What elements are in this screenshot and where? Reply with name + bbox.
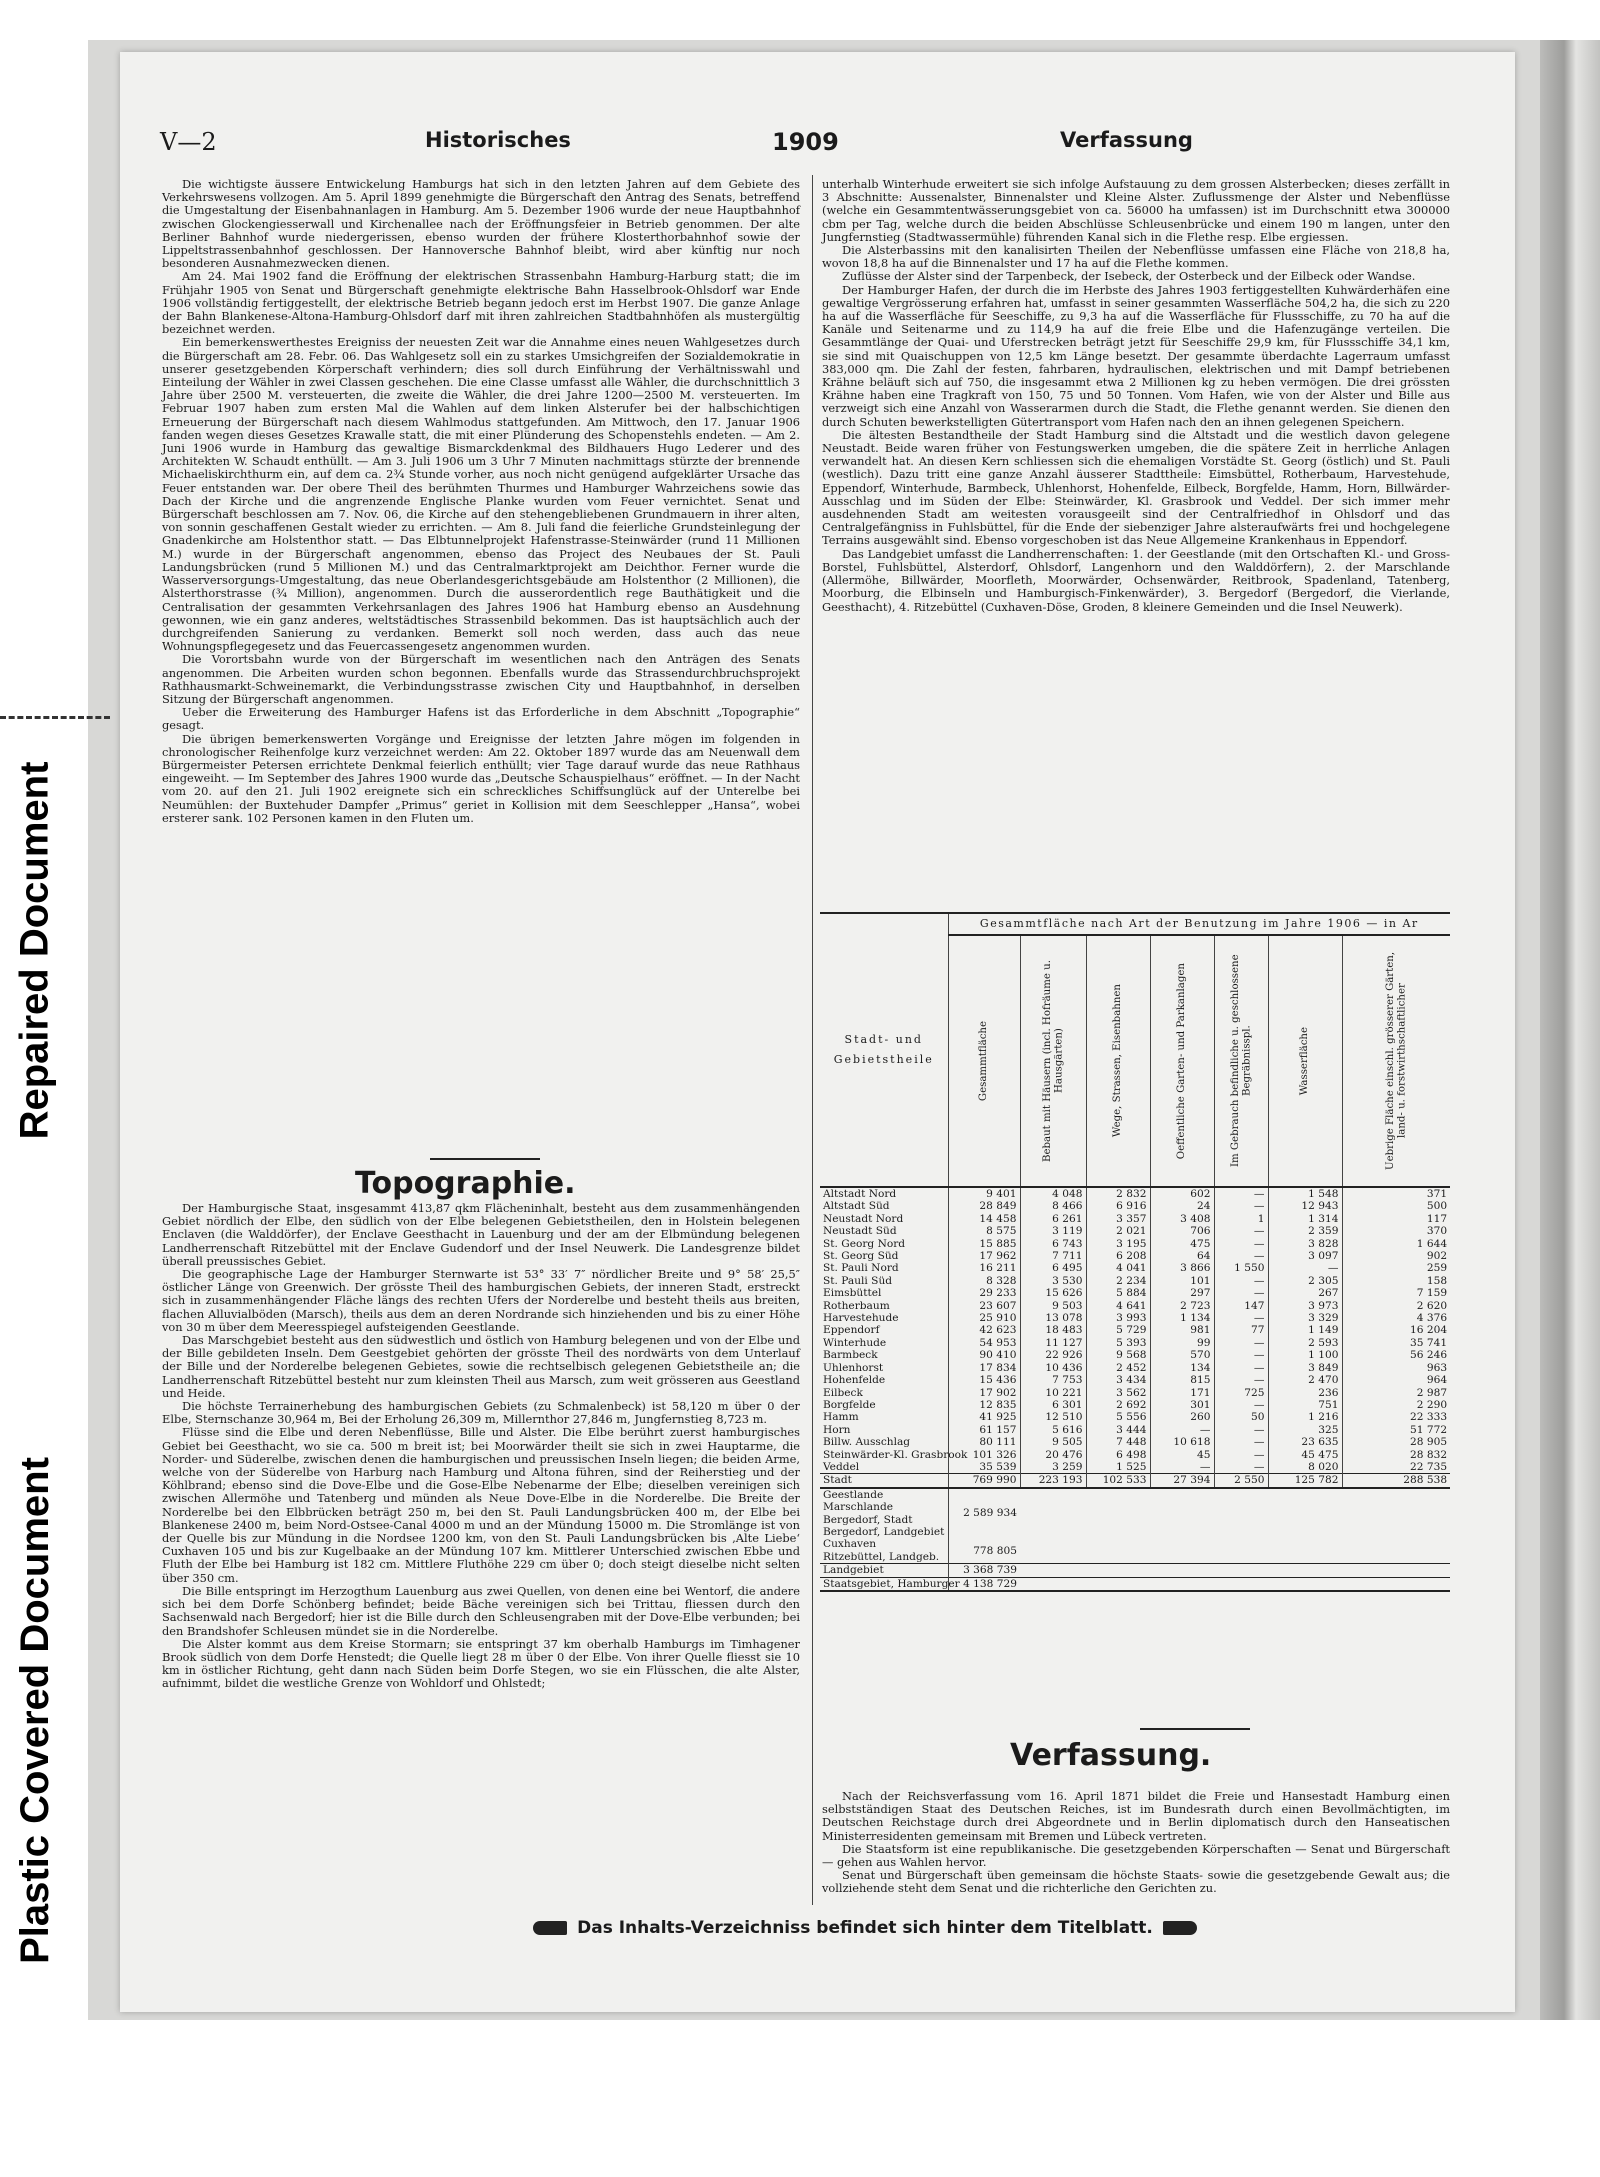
table-cell: 260 [1150,1411,1214,1423]
table-cell: 1 550 [1214,1262,1268,1274]
paragraph: unterhalb Winterhude erweitert sie sich infolge Aufstauung zu dem grossen Alsterbecken; dieses zerfällt in 3 Abschnitte: Aussenalster, Binnenalster und Kleine Alster. Zuflussmenge der Alster und Nebenflüsse (welche ein Gesammtentwässerungsgebiet von ca. 56000 ha umfassen) ist im Durchschnitt etwa 300000 cbm per Tag, welche durch die beiden Abschlüsse Schleusenbrücke und einem 190 m langen, unter den Jungfernstieg (Stadtwassermühle) führenden Kanal sich in die Flethe resp. Elbe ergiessen. [822,177,1450,244]
table-row [820,1275,1450,1287]
table-cell: Geestlande Marschlande Bergedorf, Stadt Bergedorf, Landgebiet [820,1488,948,1539]
repaired-document-label: Repaired Document [12,761,57,1139]
table-cell: Eilbeck [823,1386,863,1399]
table-cell: 14 458 [948,1213,1020,1225]
page-number: V—2 [160,128,217,156]
table-cell: — [1214,1461,1268,1474]
table-cell: 3 097 [1268,1250,1342,1262]
table-cell: 22 333 [1342,1411,1450,1423]
table-cell: 706 [1150,1225,1214,1237]
table-cell: 371 [1342,1187,1450,1200]
table-cell: 29 233 [948,1287,1020,1299]
table-cell: 147 [1214,1300,1268,1312]
table-cell: 101 [1150,1275,1214,1287]
table-cell: 54 953 [948,1337,1020,1349]
table-row [820,1187,1450,1200]
historisches-text [162,178,800,1178]
table-cell: 8 328 [948,1275,1020,1287]
table-cell: 24 [1150,1200,1214,1212]
table-cell: 12 835 [948,1399,1020,1411]
column-header: Im Gebrauch befindliche u. geschlossene Begräbnisspl. [1214,935,1268,1187]
table-cell: — [1214,1250,1268,1262]
table-cell: 3 368 739 [948,1564,1020,1577]
table-cell: 7 711 [1020,1250,1086,1262]
table-cell: 902 [1342,1250,1450,1262]
table-cell: 3 866 [1150,1262,1214,1274]
table-cell: — [1214,1399,1268,1411]
table-cell: 23 607 [948,1300,1020,1312]
table-row [820,1387,1450,1399]
table-cell: 27 394 [1150,1474,1214,1488]
table-cell: 18 483 [1020,1324,1086,1336]
table-cell: 20 476 [1020,1449,1086,1461]
header-section-left: Historisches [425,128,571,152]
table-cell: 15 436 [948,1374,1020,1386]
table-cell: 90 410 [948,1349,1020,1361]
table-cell: 1 314 [1268,1213,1342,1225]
table-cell: 3 119 [1020,1225,1086,1237]
table-cell: 3 195 [1086,1238,1150,1250]
paragraph: Die übrigen bemerkenswerten Vorgänge und Ereignisse der letzten Jahre mögen im folgenden in chronologischer Reihenfolge kurz verzeichnet werden: Am 22. Oktober 1897 wurde das am Neuenwall dem Bürgermeister Petersen errichtete Denkmal feierlich enthüllt; vier Tage darauf wurde das neue Rathhaus eingeweiht. — Im September des Jahres 1900 wurde das „Deutsche Schauspielhaus“ eröffnet. — In der Nacht vom 20. auf den 21. Juli 1902 ereignete sich ein schreckliches Schiffsunglück auf der Unterelbe bei Neumühlen: der Buxtehuder Dampfer „Primus“ geriet in Kollision mit dem Seeschlepper „Hansa“, wobei ersterer sank. 102 Personen kamen in den Fluten um. [162,731,800,825]
table-cell: 267 [1268,1287,1342,1299]
table-cell: 1 [1214,1213,1268,1225]
table-cell: 158 [1342,1275,1450,1287]
table-cell: — [1150,1424,1214,1436]
table-cell: 1 644 [1342,1238,1450,1250]
section-rule [1140,1728,1250,1730]
table-cell: 41 925 [948,1411,1020,1423]
table-cell: 17 834 [948,1362,1020,1374]
table-cell: — [1214,1449,1268,1461]
table-cell: 475 [1150,1238,1214,1250]
paragraph: Am 24. Mai 1902 fand die Eröffnung der elektrischen Strassenbahn Hamburg-Harburg statt; die im Frühjahr 1905 von Senat und Bürgerschaft genehmigte elektrische Bahn Hasselbrook-Ohlsdorf war Ende 1906 vollständig fertiggestellt, der elektrische Betrieb begann jedoch erst im Herbst 1907. Die ganze Anlage der Bahn Blankenese-Altona-Hamburg-Ohlsdorf darf mit ihren zahlreichen Stadtbahnhöfen als mustergültig bezeichnet werden. [162,269,800,337]
table-cell: 2 470 [1268,1374,1342,1386]
table-cell: 28 849 [948,1200,1020,1212]
paragraph: Der Hamburgische Staat, insgesammt 413,87 qkm Flächeninhalt, besteht aus dem zusammenhängenden Gebiet nördlich der Elbe, den südlich von der Elbe belegenen Gebietstheilen, den in Holstein belegenen Enclaven (die Walddörfer), der Enclave Geesthacht in Lauenburg und der am der Elbmündung belegenen Landherrenschaft Ritzebüttel mit der Enclave Gudendorf und der Insel Neuwerk. Die Landesgrenze bildet überall preussisches Gebiet. [162,1201,800,1268]
table-cell: Barmbeck [823,1349,878,1362]
table-cell: 2 620 [1342,1300,1450,1312]
column-divider [812,175,813,1905]
table-cell: 2 692 [1086,1399,1150,1411]
table-row [820,1436,1450,1448]
table-cell: 2 359 [1268,1225,1342,1237]
table-cell: 9 505 [1020,1436,1086,1448]
table-cell: 9 503 [1020,1300,1086,1312]
table-cell: 6 495 [1020,1262,1086,1274]
table-row [820,1250,1450,1262]
table-row [820,1362,1450,1374]
table-cell: 7 159 [1342,1287,1450,1299]
table-cell: 10 436 [1020,1362,1086,1374]
table-cell: 35 741 [1342,1337,1450,1349]
table-cell: 99 [1150,1337,1214,1349]
paragraph: Die Bille entspringt im Herzogthum Lauenburg aus zwei Quellen, von denen eine bei Wentorf, die andere sich bei dem Dorfe Schönberg befindet; beide Bäche vereinigen sich bei Trittau, fliessen durch den Sachsenwald nach Bergedorf; hier ist die Bille durch den Schleusengraben mit der Dove-Elbe verbunden; bei den Brandshofer Schleusen mündet sie in die Norderelbe. [162,1583,800,1638]
table-cell: 301 [1150,1399,1214,1411]
topographie-continued-text [822,178,1450,896]
table-cell: 2 452 [1086,1362,1150,1374]
table-cell: 1 525 [1086,1461,1150,1474]
table-cell: 6 916 [1086,1200,1150,1212]
header-year: 1909 [772,128,839,156]
pointing-hand-icon [533,1921,567,1935]
table-cell: 6 301 [1020,1399,1086,1411]
paragraph: Die höchste Terrainerhebung des hamburgischen Gebiets (zu Schmalenbeck) ist 58,120 m über 0 der Elbe, Sternschanze 30,964 m, Bei der Erholung 26,309 m, Millernthor 27,846 m, Jungfernstieg 8,723 m. [162,1399,800,1427]
table-cell: 4 138 729 [948,1577,1020,1590]
table-cell: Uhlenhorst [823,1361,884,1374]
table-cell: 2 021 [1086,1225,1150,1237]
table-cell: Altstadt Süd [823,1200,890,1213]
table-cell: 50 [1214,1411,1268,1423]
section-rule [430,1158,540,1160]
table-row [820,1213,1450,1225]
paragraph: Die Alster kommt aus dem Kreise Stormarn; sie entspringt 37 km oberhalb Hamburgs im Timhagener Brook südlich von dem Dorfe Henstedt; die Quelle liegt 28 m über 0 der Elbe. Von ihrer Quelle fliesst sie 10 km in östlicher Richtung, geht dann nach Süden beim Dorfe Stegen, wo sie ein Flüsschen, die alte Alster, aufnimmt, bildet die westliche Grenze von Wohldorf und Ohlstedt; [162,1636,800,1691]
table-row [820,1337,1450,1349]
table-row [820,1225,1450,1237]
table-cell: 125 782 [1268,1474,1342,1488]
table-cell: 35 539 [948,1461,1020,1474]
table-cell: 8 575 [948,1225,1020,1237]
paragraph: Zuflüsse der Alster sind der Tarpenbeck, der Isebeck, der Osterbeck und der Eilbeck oder Wandse. [842,269,1416,284]
table-cell: 4 641 [1086,1300,1150,1312]
column-header: Gesammtfläche [948,935,1020,1187]
table-cell: 325 [1268,1424,1342,1436]
table-cell: — [1150,1461,1214,1474]
staatsgebiet-row [820,1577,1450,1590]
table-cell: 725 [1214,1387,1268,1399]
table-cell: Cuxhaven Ritzebüttel, Landgeb. [823,1538,940,1563]
paragraph: Die geographische Lage der Hamburger Sternwarte ist 53° 33′ 7″ nördlicher Breite und 9° 58′ 25,5″ östlicher Länge von Greenwich. Der grösste Theil des hamburgischen Gebiets, der inneren Stadt, erstreckt sich in zusammenhängender Fläche längs des rechten Ufers der Norderelbe und besteht theils aus breiten, flachen Alluvialböden (Marsch), theils aus dem an deren Nordrande sich hinziehenden und bis zu einer Höhe von 30 m über dem Meeresspiegel aufsteigenden Geestlande. [162,1267,800,1334]
table-cell: 12 510 [1020,1411,1086,1423]
table-cell: — [1268,1262,1342,1274]
topographie-text [162,1202,800,1904]
table-cell: 2 593 [1268,1337,1342,1349]
table-cell: Veddel [823,1460,860,1473]
paragraph: Das Marschgebiet besteht aus den südwestlich und östlich von Hamburg belegenen und von der Elbe und der Bille gebildeten Inseln. Dem Geestgebiet gehörten der grösste Theil des nordwärts von dem Unterlauf der Bille und der Norderelbe belegenen Gebietes, sowie die rechtselbisch gelegenen Gebietstheile an; die Landherrenschaft Ritzebüttel besteht nur zum kleinsten Theil aus Marsch, zum weit grösseren aus Geestland und Heide. [162,1333,800,1400]
table-cell: 8 466 [1020,1200,1086,1212]
table-row [820,1324,1450,1336]
table-row [820,1461,1450,1474]
table-cell: 5 393 [1086,1337,1150,1349]
table-cell: 4 048 [1020,1187,1086,1200]
table-cell: Hamm [823,1411,859,1424]
table-cell: 12 943 [1268,1200,1342,1212]
land-group-row [820,1538,1450,1563]
table-cell: 1 548 [1268,1187,1342,1200]
table-row [820,1300,1450,1312]
table-cell: 963 [1342,1362,1450,1374]
table-row [820,1287,1450,1299]
table-cell: Steinwärder-Kl. Grasbrook [823,1448,968,1461]
paragraph: Ueber die Erweiterung des Hamburger Hafens ist das Erforderliche in dem Abschnitt „Topographie“ gesagt. [162,705,800,733]
table-cell: 570 [1150,1349,1214,1361]
page-edge-shadow [1540,40,1600,2020]
table-cell: 2 589 934 [948,1488,1020,1539]
table-cell: Hohenfelde [823,1374,886,1387]
paragraph: Das Landgebiet umfasst die Landherrenschaften: 1. der Geestlande (mit den Ortschaften Kl.- und Gross-Borstel, Fuhlsbüttel, Alsterdorf, Ohlsdorf, Langenhorn und den Walddörfern), 2. der Marschlande (Allermöhe, Billwärder, Moorfleth, Moorwärder, Ochsenwärder, Reitbrook, Spadenland, Tatenberg, Moorburg, die Elbinseln und Hamburgisch-Finkenwärder), 3. Bergedorf (Bergedorf, die Vierlande, Geesthacht), 4. Ritzebüttel (Cuxhaven-Döse, Groden, 8 kleinere Gemeinden und die Insel Neuwerk). [822,546,1450,614]
table-cell: 42 623 [948,1324,1020,1336]
table-cell: 3 357 [1086,1213,1150,1225]
table-cell: 2 305 [1268,1275,1342,1287]
verfassung-text [822,1790,1450,1902]
table-cell: 1 216 [1268,1411,1342,1423]
table-cell: 102 533 [1086,1474,1150,1488]
table-cell: — [1214,1436,1268,1448]
table-cell: 77 [1214,1324,1268,1336]
table-cell: 4 376 [1342,1312,1450,1324]
table-cell: 15 885 [948,1238,1020,1250]
dashed-divider [0,716,110,719]
paragraph: Die Staatsform ist eine republikanische. Die gesetzgebenden Körperschaften — Senat und Bürgerschaft — gehen aus Wahlen hervor. [822,1841,1450,1870]
table-cell: 2 234 [1086,1275,1150,1287]
table-cell: 10 221 [1020,1387,1086,1399]
table-cell: 3 993 [1086,1312,1150,1324]
table-cell: — [1214,1238,1268,1250]
table-row [820,1262,1450,1274]
table-cell: — [1214,1287,1268,1299]
total-row [820,1474,1450,1488]
table-row [820,1399,1450,1411]
table-cell: 769 990 [948,1474,1020,1488]
paragraph: Flüsse sind die Elbe und deren Nebenflüsse, Bille und Alster. Die Elbe berührt zuerst hamburgisches Gebiet bei Geesthacht, wo sie ca. 500 m breit ist; bei Moorwärder theilt sie sich in zwei Hauptarme, die Norder- und Süderelbe, zwischen denen die hamburgischen und preussischen Inseln liegen; die beiden Arme, welche von der Süderelbe von Harburg nach Hamburg und Altona führen, sind der Reiherstieg und der Köhlbrand; ebenso sind die Dove-Elbe und die Gose-Elbe Nebenarme der Elbe; dieselben vereinigen sich zwischen Allermöhe und Tatenberg und münden als Neue Dove-Elbe in die Norderelbe. Die Breite der Norderelbe bei den Elbbrücken beträgt 250 m, bei den St. Pauli Landungsbrücken 400 m, der Elbe bei Blankenese 2400 m, beim Nord-Ostsee-Canal 4000 m und an der Mündung 15000 m. Die Stromlänge ist von der Quelle bis zur Mündung in die Nordsee 1200 km, von den St. Pauli Landungsbrücken bis ‚Alte Liebe‘ Cuxhaven 105 und bis zur Kugelbaake an der Mündung 107 km. Mittlerer Unterschied zwischen Ebbe und Fluth der Elbe bei Hamburg ist 182 cm. Mittlere Fluthöhe 229 cm über 0; doch steigt dieselbe nicht selten über 350 cm. [162,1425,800,1585]
table-row [820,1449,1450,1461]
table-cell: 134 [1150,1362,1214,1374]
table-cell: Landgebiet [820,1564,948,1577]
table-cell: 22 735 [1342,1461,1450,1474]
page-header [160,128,1490,162]
table-cell: 751 [1268,1399,1342,1411]
table-cell: 5 884 [1086,1287,1150,1299]
table-cell: 28 832 [1342,1449,1450,1461]
column-header: Uebrige Fläche einschl. grösserer Gärten, land- u. forstwirthschaftlicher [1342,935,1450,1187]
table-cell: Eimsbüttel [823,1287,882,1300]
table-cell: — [1214,1349,1268,1361]
table-cell: 101 326 [948,1449,1020,1461]
table-cell: 51 772 [1342,1424,1450,1436]
table-cell: St. Georg Süd [823,1250,899,1263]
table-cell: 223 193 [1020,1474,1086,1488]
table-cell: St. Pauli Süd [823,1274,893,1287]
column-header: Wasserfläche [1268,935,1342,1187]
table-cell: 17 962 [948,1250,1020,1262]
topographie-title: Topographie. [355,1166,576,1201]
plastic-covered-document-label: Plastic Covered Document [12,1456,57,1964]
table-row [820,1238,1450,1250]
table-cell: 3 530 [1020,1275,1086,1287]
table-cell: 6 208 [1086,1250,1150,1262]
table-cell: 981 [1150,1324,1214,1336]
verfassung-title: Verfassung. [1010,1738,1212,1773]
table-cell: 2 832 [1086,1187,1150,1200]
table-row [820,1374,1450,1386]
table-cell: 1 149 [1268,1324,1342,1336]
table-cell: 8 020 [1268,1461,1342,1474]
table-cell: 56 246 [1342,1349,1450,1361]
table-cell: Eppendorf [823,1324,880,1337]
column-header: Bebaut mit Häusern (incl. Hofräume u. Hausgärten) [1020,935,1086,1187]
table-cell: 297 [1150,1287,1214,1299]
footer-note [415,1918,1315,1938]
table-cell: 3 329 [1268,1312,1342,1324]
column-header: Oeffentliche Garten- und Parkanlagen [1150,935,1214,1187]
table-cell: 45 475 [1268,1449,1342,1461]
table-cell: — [1214,1200,1268,1212]
paragraph: Die Alsterbassins mit den kanalisirten Theilen der Nebenflüsse umfassen eine Fläche von 218,8 ha, wovon 18,8 ha auf die Binnenalster und 17 ha auf die Flethe kommen. [822,243,1450,271]
table-cell: 2 550 [1214,1474,1268,1488]
table-cell: 3 259 [1020,1461,1086,1474]
table-cell: 28 905 [1342,1436,1450,1448]
table-cell: 9 568 [1086,1349,1150,1361]
table-cell: Harvestehude [823,1312,899,1325]
table-cell: Winterhude [823,1336,887,1349]
table-cell: 1 134 [1150,1312,1214,1324]
land-use-table [820,912,1450,1592]
header-section-right: Verfassung [1060,128,1193,152]
landgebiet-row [820,1564,1450,1577]
table-cell: St. Pauli Nord [823,1262,899,1275]
table-super-header: Gesammtfläche nach Art der Benutzung im Jahre 1906 — in Ar [948,914,1450,935]
paragraph: Die Vorortsbahn wurde von der Bürgerschaft im wesentlichen nach den Anträgen des Senats angenommen. Die Arbeiten wurden schon begonnen. Ebenfalls wurde das Strassendurchbruchsprojekt Rathhausmarkt-Schweinemarkt, die Verbindungsstrasse zwischen City und Hauptbahnhof, in derselben Sitzung der Bürgerschaft angenommen. [162,652,800,706]
paragraph: Die ältesten Bestandtheile der Stadt Hamburg sind die Altstadt und die westlich davon gelegene Neustadt. Beide waren früher von Festungswerken umgeben, die die spätere Zeit in herrliche Anlagen verwandelt hat. An diesen Kern schliessen sich die ehemaligen Vorstädte St. Georg (östlich) und St. Pauli (westlich). Dazu tritt eine ganze Anzahl äusserer Stadttheile: Eimsbüttel, Rotherbaum, Harvestehude, Eppendorf, Winterhude, Barmbeck, Uhlenhorst, Hohenfelde, Eilbeck, Borgfelde, Hamm, Horn, Billwärder-Ausschlag und im Süden der Elbe: Steinwärder, Kl. Grasbrook und Veddel. Der sich immer mehr ausdehnenden Stadt am weitesten vorausgeeilt sind der Centralfriedhof in Ohlsdorf und das Centralgefängniss in Fuhlsbüttel, für die Ende der siebenziger Jahre alsteraufwärts frei und hochgelegene Terrains ausgewählt sind. Ebenso vorgeschoben ist das Neue Allgemeine Krankenhaus in Eppendorf. [822,427,1450,548]
table-cell: 23 635 [1268,1436,1342,1448]
table-cell: 171 [1150,1387,1214,1399]
table-row [820,1411,1450,1423]
table-cell: 6 498 [1086,1449,1150,1461]
table-row [820,1424,1450,1436]
table-cell: Billw. Ausschlag [823,1436,911,1449]
table-cell: 370 [1342,1225,1450,1237]
table-cell: 2 290 [1342,1399,1450,1411]
table-cell: 500 [1342,1200,1450,1212]
table-cell: St. Georg Nord [823,1237,906,1250]
table-cell: 11 127 [1020,1337,1086,1349]
table-cell: — [1214,1424,1268,1436]
table-row [820,1312,1450,1324]
table-cell: 61 157 [948,1424,1020,1436]
column-header: Wege, Strassen, Eisenbahnen [1086,935,1150,1187]
table-cell: 16 204 [1342,1324,1450,1336]
table-cell: 2 987 [1342,1387,1450,1399]
table-cell: 7 753 [1020,1374,1086,1386]
table-cell: — [1214,1225,1268,1237]
table-cell: 964 [1342,1374,1450,1386]
table-cell: 2 723 [1150,1300,1214,1312]
table-cell: 7 448 [1086,1436,1150,1448]
table-cell: 288 538 [1342,1474,1450,1488]
table-cell: Neustadt Süd [823,1225,897,1238]
table-cell: 6 261 [1020,1213,1086,1225]
paragraph: Nach der Reichsverfassung vom 16. April 1871 bildet die Freie und Hansestadt Hamburg einen selbstständigen Staat des Deutschen Reiches, ist im Bundesrath durch einen Bevollmächtigten, im Deutschen Reichstage durch drei Abgeordnete und in Berlin diplomatisch durch den Hanseatischen Ministerresidenten gemeinsam mit Bremen und Lübeck vertreten. [822,1789,1450,1843]
paragraph: Senat und Bürgerschaft üben gemeinsam die höchste Staats- sowie die gesetzgebende Gewalt aus; die vollziehende steht dem Senat und die richterliche den Gerichten zu. [822,1868,1450,1896]
table-cell: 16 211 [948,1262,1020,1274]
table-cell: 3 444 [1086,1424,1150,1436]
paragraph: Der Hamburger Hafen, der durch die im Herbste des Jahres 1903 fertiggestellten Kuhwärderhäfen eine gewaltige Vergrösserung erfahren hat, umfasst in seiner gesammten Wasserfläche 504,2 ha, die sich zu 220 ha auf die Wasserfläche für Seeschiffe, zu 9,3 ha auf die Wasserfläche für Flussschiffe, zu 70 ha auf die Kanäle und Seitenarme und zu 114,9 ha auf die freie Elbe und die Hafenzugänge verteilen. Die Gesammtlänge der Quai- und Uferstrecken beträgt jetzt für Seeschiffe 29,9 km, für Flussschiffe 34,1 km, sie sind mit Quaischuppen von 12,5 km Länge besetzt. Der gesammte überdachte Lagerraum umfasst 383,000 qm. Die Zahl der festen, fahrbaren, hydraulischen, elektrischen und mit Dampf betriebenen Krähne beläuft sich auf 750, die insgesammt etwa 2 Millionen kg zu heben vermögen. Die drei grössten Krähne haben eine Tragkraft von 150, 75 und 50 Tonnen. Vom Hafen, wie von der Alster und Bille aus verzweigt sich eine Anzahl von Wasserarmen durch die Stadt, die Flethe genannt werden. Sie dienen den durch Schuten bewerkstelligten Gütertransport vom Hafen nach den an ihnen gelegenen Speichern. [822,282,1450,429]
table-cell: Staatsgebiet, Hamburger [820,1577,948,1590]
table-cell: — [1214,1362,1268,1374]
table-cell: 6 743 [1020,1238,1086,1250]
table-cell: 236 [1268,1387,1342,1399]
table-cell: 3 973 [1268,1300,1342,1312]
table-cell: 815 [1150,1374,1214,1386]
table-cell: — [1214,1337,1268,1349]
table-cell: 45 [1150,1449,1214,1461]
table-row [820,1349,1450,1361]
table-cell: Stadt [820,1474,948,1488]
table-cell: 13 078 [1020,1312,1086,1324]
table-cell: 10 618 [1150,1436,1214,1448]
table-cell: Neustadt Nord [823,1212,904,1225]
table-cell: 3 562 [1086,1387,1150,1399]
table-cell: 15 626 [1020,1287,1086,1299]
table-cell: 80 111 [948,1436,1020,1448]
table-cell: 3 849 [1268,1362,1342,1374]
table-cell: — [1214,1275,1268,1287]
table-cell: 3 828 [1268,1238,1342,1250]
table-cell: 5 616 [1020,1424,1086,1436]
table-cell: 602 [1150,1187,1214,1200]
table-cell: 778 805 [948,1538,1020,1563]
table-cell: 25 910 [948,1312,1020,1324]
footer-text: Das Inhalts-Verzeichniss befindet sich hinter dem Titelblatt. [577,1918,1153,1938]
table-cell: 5 729 [1086,1324,1150,1336]
pointing-hand-icon [1163,1921,1197,1935]
table-cell: — [1214,1187,1268,1200]
table-cell: 17 902 [948,1387,1020,1399]
table-cell: 3 408 [1150,1213,1214,1225]
table-row-header: Stadt- und Gebietstheile [820,914,948,1187]
table-cell: 1 100 [1268,1349,1342,1361]
table-cell: — [1214,1374,1268,1386]
table-cell: 4 041 [1086,1262,1150,1274]
table-cell: 259 [1342,1262,1450,1274]
table-cell: 9 401 [948,1187,1020,1200]
table-cell: 22 926 [1020,1349,1086,1361]
table-cell: Horn [823,1423,851,1436]
paragraph: Ein bemerkenswerthestes Ereigniss der neuesten Zeit war die Annahme eines neuen Wahlgesetzes durch die Bürgerschaft am 28. Febr. 06. Das Wahlgesetz soll ein zu starkes Umsichgreifen der Sozialdemokratie in unserer gesetzgebenden Körperschaft verhindern; dies soll durch Einführung der Verhältnisswahl und Einteilung der Wähler in zwei Classen geschehen. Die eine Classe umfasst alle Wähler, die durchschnittlich 3 Jahre über 2500 M. versteuerten, die zweite die Wähler, die drei Jahre 1200—2500 M. versteuerten. Im Februar 1907 haben zum ersten Mal die Wahlen auf dem linken Alsterufer bei der halbschichtigen Erneuerung der Bürgerschaft nach diesem Wahlmodus stattgefunden. Am Mittwoch, den 17. Januar 1906 fanden wegen dieses Gesetzes Krawalle statt, die mit einer Plünderung des Schopenstehls endeten. — Am 2. Juni 1906 wurde in Hamburg das gewaltige Bismarckdenkmal des Bildhauers Hugo Lederer und des Architekten W. Schaudt enthüllt. — Am 3. Juli 1906 um 3 Uhr 7 Minuten nachmittags stürzte der brennende Michaeliskirchthurm ein, auf dem ca. 2¾ Stunde vorher, aus noch nicht genügend aufgeklärter Ursache das Feuer entstanden war. Der obere Theil des berühmten Thurmes und Hamburger Wahrzeichens sowie das Dach der Kirche und die angrenzende Englische Planke wurden vom Feuer vernichtet. Senat und Bürgerschaft beschlossen am 7. Nov. 06, die Kirche auf den stehengebliebenen Grundmauern in ihrer alten, von sonnin geschaffenen Gestalt wieder zu errichten. — Am 8. Juli fand die feierliche Grundsteinlegung der Gnadenkirche am Holstenthor statt. — Das Elbtunnelprojekt Hafenstrasse-Steinwärder (rund 11 Millionen M.) wurde in der Bürgerschaft angenommen, ebenso das Project des Neubaues der St. Pauli Landungsbrücken (rund 5 Millionen M.) und das Centralmarktprojekt am Deichthor. Ferner wurde die Wasserversorgungs-Umgestaltung, das neue Oberlandesgerichtsgebäude am Holstenthor (2 Millionen), die Alsterthorstrasse (¾ Million), angenommen. Durch die ausserordentlich rege Bauthätigkeit und die Centralisation der gesammten Verkehrsanlagen des Jahres 1906 hat Hamburg ebenso an Ausdehnung gewonnen, wie ein ganz anderes, weltstädtisches Strassenbild bekommen. Das ist hauptsächlich auch der durchgreifenden Sanierung zu verdanken. Bemerkt soll noch werden, dass auch das neue Wohnungspflegegesetz und das Feuercassengesetz angenommen wurden. [162,335,800,654]
table-cell: 5 556 [1086,1411,1150,1423]
table-cell: 64 [1150,1250,1214,1262]
table-row [820,1200,1450,1212]
table-cell: — [1214,1312,1268,1324]
paragraph: Die wichtigste äussere Entwickelung Hamburgs hat sich in den letzten Jahren auf dem Gebiete des Verkehrswesens vollzogen. Am 5. April 1899 genehmigte die Bürgerschaft den Antrag des Senats, betreffend die Umgestaltung der Eisenbahnanlagen in Hamburg. Am 5. Dezember 1906 wurde der neue Hauptbahnhof zwischen Glockengiesserwall und Kirchenallee nach der Eröffnungsfeier in Betrieb genommen. Der alte Berliner Bahnhof wurde niedergerissen, ebenso wurden der frühere Klosterthorbahnhof sowie der Lippeltstrassenbahnhof geschlossen. Der Hannoversche Bahnhof bleibt, wird aber künftig nur noch besonderen Ausnahmezwecken dienen. [162,177,800,271]
table-cell: Altstadt Nord [823,1188,897,1200]
table-cell: 3 434 [1086,1374,1150,1386]
table-cell: Rotherbaum [823,1299,890,1312]
table-cell: 117 [1342,1213,1450,1225]
table-cell: Borgfelde [823,1398,876,1411]
land-group-row [820,1488,1450,1539]
